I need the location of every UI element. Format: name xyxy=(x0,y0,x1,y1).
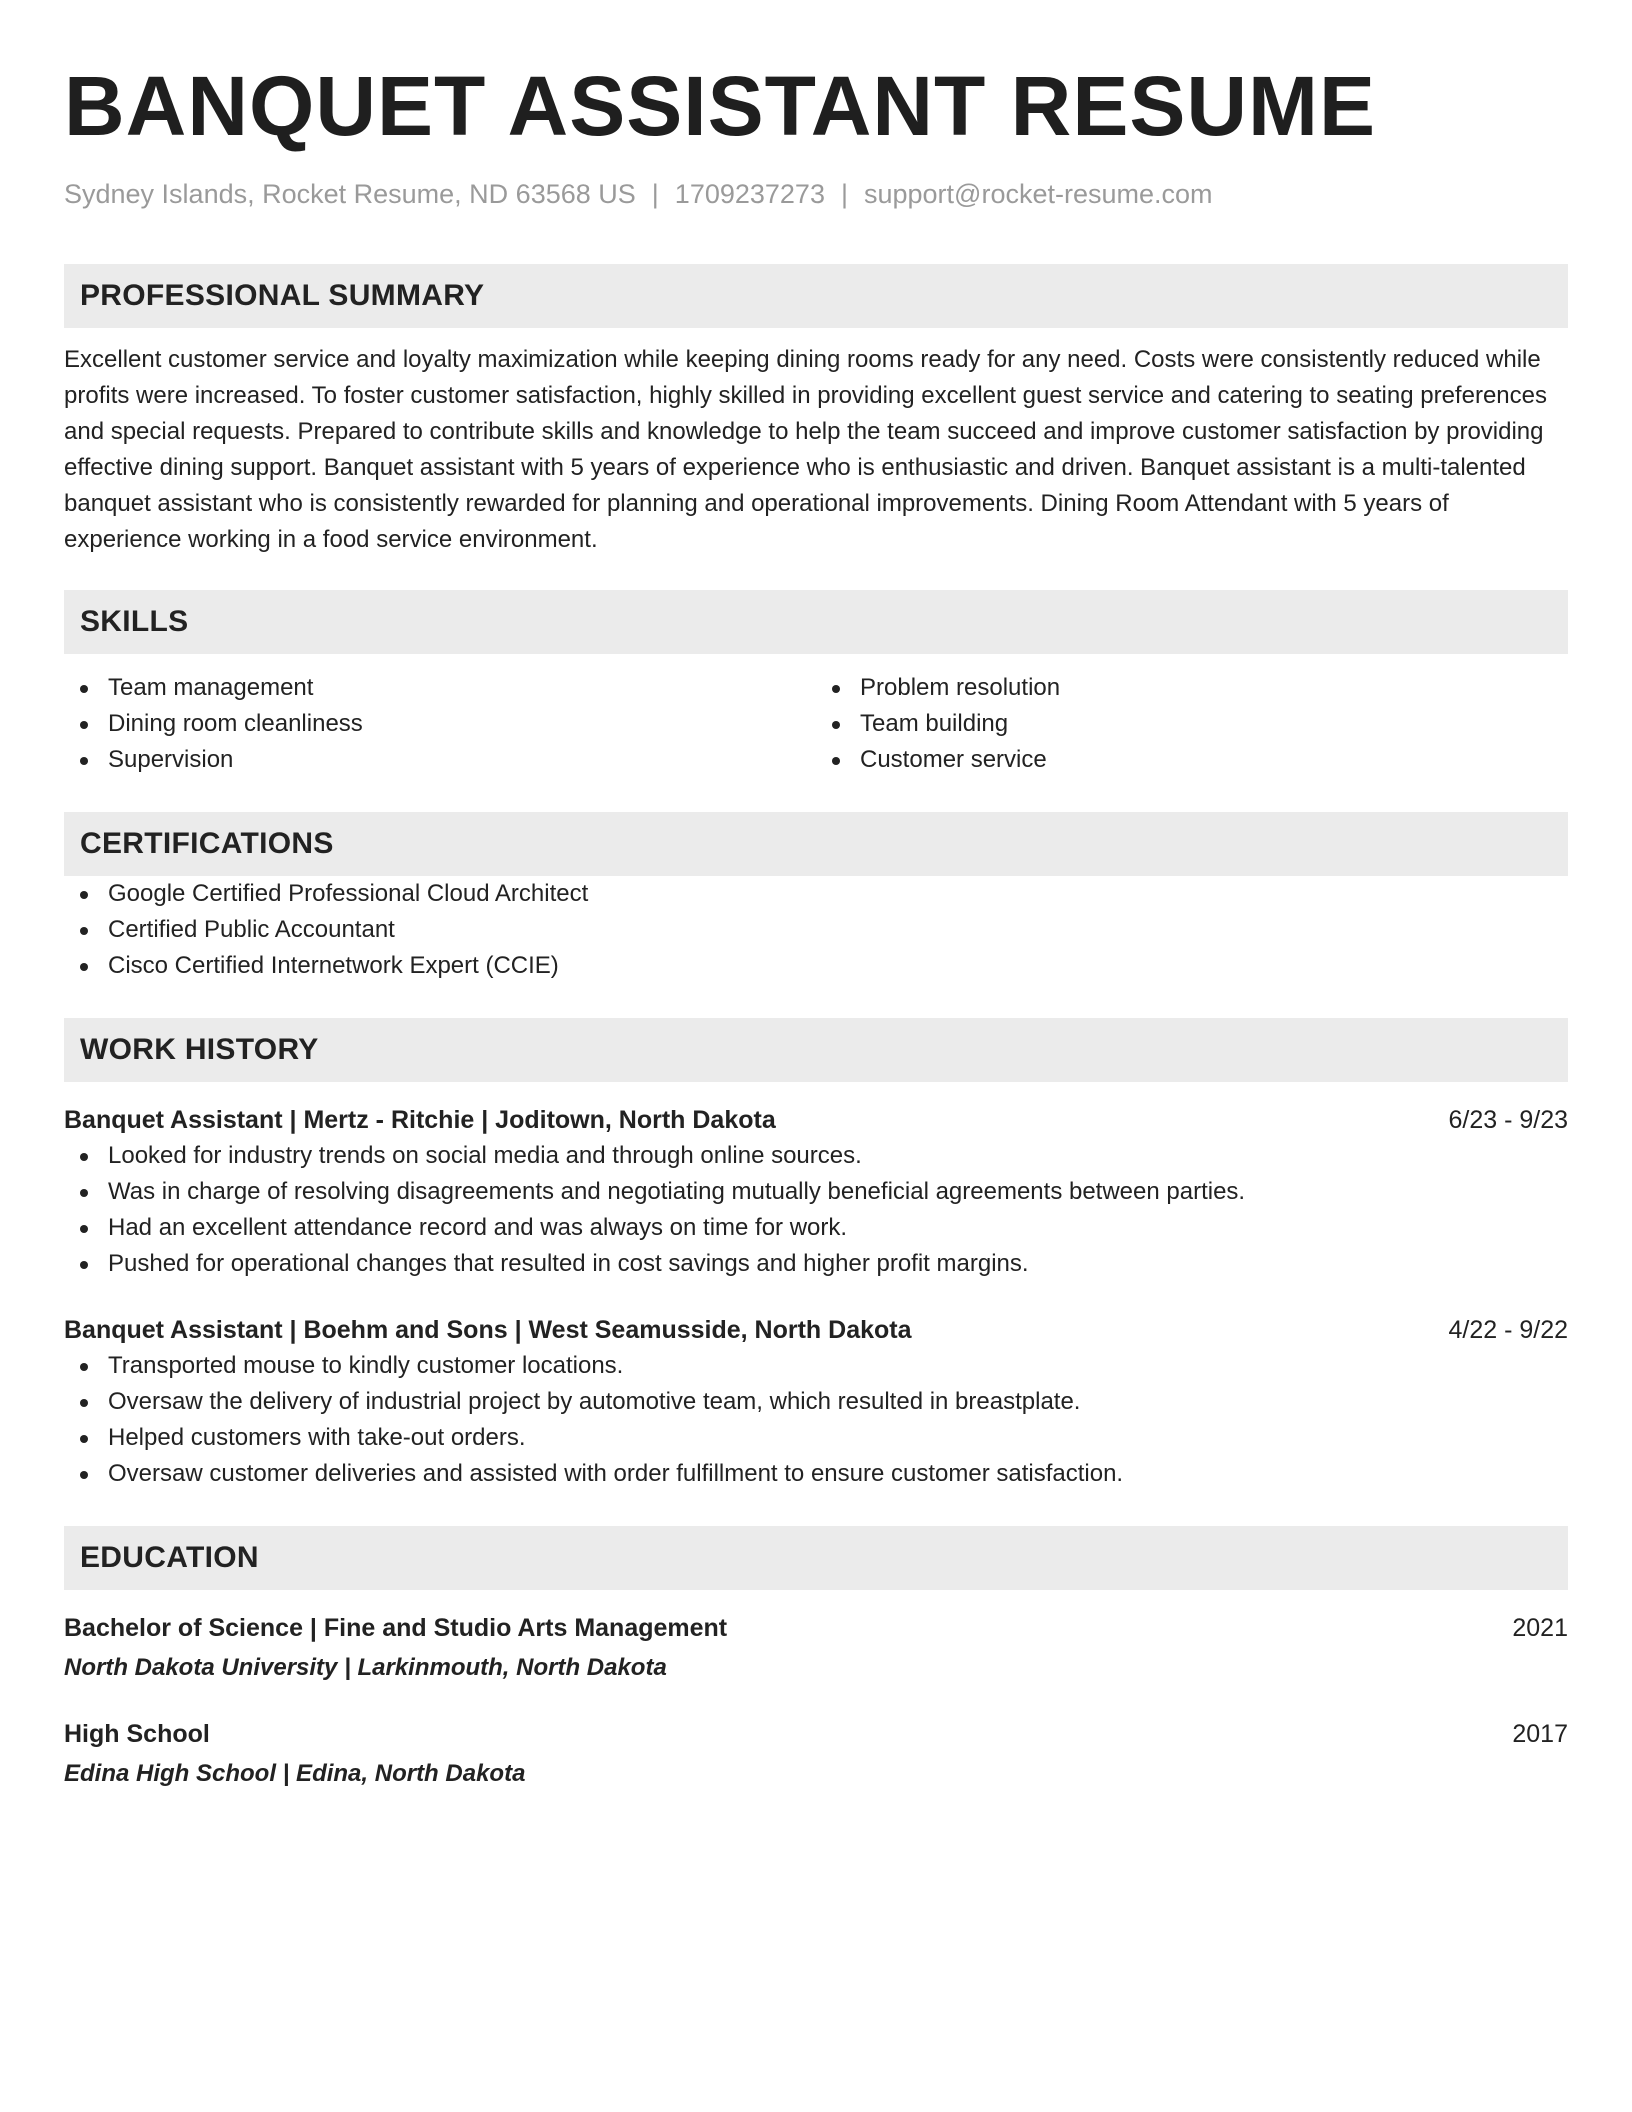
certification-item: Certified Public Accountant xyxy=(64,912,1568,948)
job-header xyxy=(64,1102,1568,1138)
skill-item: Dining room cleanliness xyxy=(64,706,816,742)
job-bullet: Had an excellent attendance record and was always on time for work. xyxy=(64,1210,1568,1246)
job-title: Banquet Assistant | Mertz - Ritchie | Joditown, North Dakota xyxy=(64,1106,776,1134)
education-header xyxy=(64,1716,1568,1752)
skills-column-left xyxy=(64,670,816,778)
education-header xyxy=(64,1610,1568,1646)
section-heading-education: EDUCATION xyxy=(64,1526,1568,1590)
contact-separator: | xyxy=(651,179,659,209)
job-bullet: Pushed for operational changes that resulted in cost savings and higher profit margins. xyxy=(64,1246,1568,1282)
job-entry xyxy=(64,1102,1568,1282)
certifications-list xyxy=(64,876,1568,984)
section-heading-skills: SKILLS xyxy=(64,590,1568,654)
school: Edina High School | Edina, North Dakota xyxy=(64,1760,526,1787)
job-bullet: Was in charge of resolving disagreements and negotiating mutually beneficial agreements between parties. xyxy=(64,1174,1568,1210)
section-heading-work-history: WORK HISTORY xyxy=(64,1018,1568,1082)
section-heading-certifications: CERTIFICATIONS xyxy=(64,812,1568,876)
education-entry xyxy=(64,1610,1568,1686)
graduation-year: 2017 xyxy=(1512,1720,1568,1748)
job-dates: 4/22 - 9/22 xyxy=(1448,1316,1568,1344)
job-responsibilities xyxy=(64,1348,1568,1492)
skill-item: Supervision xyxy=(64,742,816,778)
certification-item: Cisco Certified Internetwork Expert (CCIE) xyxy=(64,948,1568,984)
section-heading-summary: PROFESSIONAL SUMMARY xyxy=(64,264,1568,328)
job-bullet: Oversaw customer deliveries and assisted with order fulfillment to ensure customer satisfaction. xyxy=(64,1456,1568,1492)
skill-item: Team management xyxy=(64,670,816,706)
contact-separator: | xyxy=(840,179,848,209)
job-entry xyxy=(64,1312,1568,1492)
job-bullet: Oversaw the delivery of industrial project by automotive team, which resulted in breastplate. xyxy=(64,1384,1568,1420)
job-header xyxy=(64,1312,1568,1348)
certification-item: Google Certified Professional Cloud Architect xyxy=(64,876,1568,912)
summary-paragraph: Excellent customer service and loyalty maximization while keeping dining rooms ready for any need. Costs were consistently reduced while profits were increased. To foster customer satisfaction, highly skilled in providing excellent guest service and catering to seating preferences and special requests. Prepared to contribute skills and knowledge to help the team succeed and improve customer satisfaction by providing effective dining support. Banquet assistant with 5 years of experience who is enthusiastic and driven. Banquet assistant is a multi-talented banquet assistant who is consistently rewarded for planning and operational improvements. Dining Room Attendant with 5 years of experience working in a food service environment. xyxy=(64,346,1547,553)
job-bullet: Helped customers with take-out orders. xyxy=(64,1420,1568,1456)
skill-item: Customer service xyxy=(816,742,1568,778)
skills-grid xyxy=(64,670,1568,778)
job-dates: 6/23 - 9/23 xyxy=(1448,1106,1568,1134)
degree: High School xyxy=(64,1720,210,1748)
contact-email: support@rocket-resume.com xyxy=(863,179,1213,209)
contact-phone: 1709237273 xyxy=(674,179,825,209)
contact-address: Sydney Islands, Rocket Resume, ND 63568 US xyxy=(64,179,636,209)
resume-title: BANQUET ASSISTANT RESUME xyxy=(64,59,1377,153)
job-bullet: Transported mouse to kindly customer locations. xyxy=(64,1348,1568,1384)
contact-line xyxy=(64,176,1568,212)
job-responsibilities xyxy=(64,1138,1568,1282)
skill-item: Team building xyxy=(816,706,1568,742)
skill-item: Problem resolution xyxy=(816,670,1568,706)
job-bullet: Looked for industry trends on social media and through online sources. xyxy=(64,1138,1568,1174)
degree: Bachelor of Science | Fine and Studio Arts Management xyxy=(64,1614,728,1642)
education-entry xyxy=(64,1716,1568,1792)
skills-column-right xyxy=(816,670,1568,778)
school: North Dakota University | Larkinmouth, North Dakota xyxy=(64,1654,667,1681)
graduation-year: 2021 xyxy=(1512,1614,1568,1642)
job-title: Banquet Assistant | Boehm and Sons | West Seamusside, North Dakota xyxy=(64,1316,912,1344)
